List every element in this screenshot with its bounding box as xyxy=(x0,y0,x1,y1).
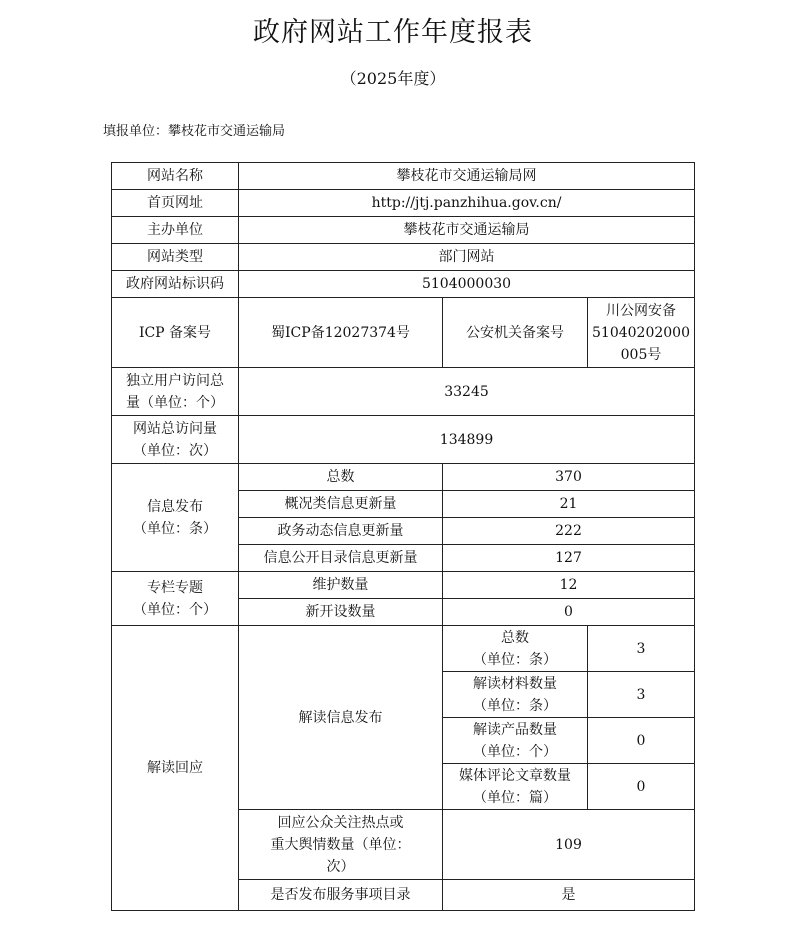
police-record-line: 51040202000 xyxy=(592,324,690,341)
sponsor-value: 攀枝花市交通运输局 xyxy=(239,217,695,244)
column-label xyxy=(112,572,239,626)
uv-label-line: 独立用户访问总 xyxy=(126,372,224,389)
interpret-item-label xyxy=(443,718,588,764)
interpret-item-label-line: 媒体评论文章数量 xyxy=(459,767,571,784)
icp-value: 蜀ICP备12027374号 xyxy=(239,298,443,368)
table-row xyxy=(112,572,695,599)
response-label-line: 回应公众关注热点或 xyxy=(277,814,404,831)
page-title: 政府网站工作年度报表 xyxy=(253,17,533,48)
pv-label xyxy=(112,416,239,464)
interpret-item-label-line: （单位：篇） xyxy=(473,789,557,806)
pv-value: 134899 xyxy=(239,416,695,464)
police-record-line: 005号 xyxy=(620,346,662,363)
site-code-value: 5104000030 xyxy=(239,271,695,298)
table-row xyxy=(112,190,695,217)
uv-value: 33245 xyxy=(239,368,695,416)
interpret-item-label-line: （单位：条） xyxy=(473,651,557,668)
table-row xyxy=(112,298,695,368)
info-publish-label-line: 信息发布 xyxy=(147,498,203,515)
table-row xyxy=(112,244,695,271)
service-value: 是 xyxy=(443,880,695,911)
info-item-value: 222 xyxy=(443,518,695,545)
police-record-label: 公安机关备案号 xyxy=(443,298,588,368)
police-record-line: 川公网安备 xyxy=(606,302,676,319)
response-value: 109 xyxy=(443,810,695,880)
interpret-item-label xyxy=(443,672,588,718)
service-label: 是否发布服务事项目录 xyxy=(239,880,443,911)
interpret-item-value: 3 xyxy=(588,672,695,718)
info-publish-label xyxy=(112,464,239,572)
site-code-label: 政府网站标识码 xyxy=(112,271,239,298)
table-row xyxy=(112,271,695,298)
info-item-label: 信息公开目录信息更新量 xyxy=(239,545,443,572)
column-label-line: 专栏专题 xyxy=(147,579,203,596)
column-item-value: 12 xyxy=(443,572,695,599)
info-item-value: 21 xyxy=(443,491,695,518)
table-row xyxy=(112,163,695,190)
icp-label: ICP 备案号 xyxy=(112,298,239,368)
uv-label-line: 量（单位：个） xyxy=(126,394,224,411)
info-item-value: 127 xyxy=(443,545,695,572)
interpret-item-value: 0 xyxy=(588,718,695,764)
interpret-item-value: 0 xyxy=(588,764,695,810)
info-item-label: 概况类信息更新量 xyxy=(239,491,443,518)
interpret-item-value: 3 xyxy=(588,626,695,672)
interpret-item-label xyxy=(443,626,588,672)
interpret-item-label-line: 解读材料数量 xyxy=(473,675,557,692)
info-item-label: 政务动态信息更新量 xyxy=(239,518,443,545)
column-label-line: （单位：个） xyxy=(133,601,217,618)
table-row xyxy=(112,416,695,464)
column-item-label: 新开设数量 xyxy=(239,599,443,626)
response-label xyxy=(239,810,443,880)
report-table xyxy=(111,162,695,911)
site-name-label: 网站名称 xyxy=(112,163,239,190)
site-type-value: 部门网站 xyxy=(239,244,695,271)
report-year: （2025年度） xyxy=(340,69,446,88)
info-publish-label-line: （单位：条） xyxy=(133,520,217,537)
police-record-value xyxy=(588,298,695,368)
interpret-item-label-line: 总数 xyxy=(501,629,529,646)
homepage-label: 首页网址 xyxy=(112,190,239,217)
interpret-item-label xyxy=(443,764,588,810)
homepage-value: http://jtj.panzhihua.gov.cn/ xyxy=(239,190,695,217)
site-type-label: 网站类型 xyxy=(112,244,239,271)
interpret-item-label-line: 解读产品数量 xyxy=(473,721,557,738)
response-label-line: 重大舆情数量（单位： xyxy=(270,836,411,853)
response-label-line: 次） xyxy=(326,858,355,875)
column-item-value: 0 xyxy=(443,599,695,626)
table-row xyxy=(112,217,695,244)
info-item-label: 总数 xyxy=(239,464,443,491)
column-item-label: 维护数量 xyxy=(239,572,443,599)
interpret-item-label-line: （单位：条） xyxy=(473,697,557,714)
uv-label xyxy=(112,368,239,416)
pv-label-line: 网站总访问量 xyxy=(133,420,217,437)
interpret-item-label-line: （单位：个） xyxy=(473,743,557,760)
site-name-value: 攀枝花市交通运输局网 xyxy=(239,163,695,190)
interpret-label: 解读回应 xyxy=(112,626,239,911)
fill-unit: 填报单位：攀枝花市交通运输局 xyxy=(103,124,286,139)
sponsor-label: 主办单位 xyxy=(112,217,239,244)
table-row xyxy=(112,368,695,416)
pv-label-line: （单位：次） xyxy=(133,442,217,459)
table-row xyxy=(112,464,695,491)
interpret-sub-label: 解读信息发布 xyxy=(239,626,443,810)
info-item-value: 370 xyxy=(443,464,695,491)
table-row xyxy=(112,626,695,672)
